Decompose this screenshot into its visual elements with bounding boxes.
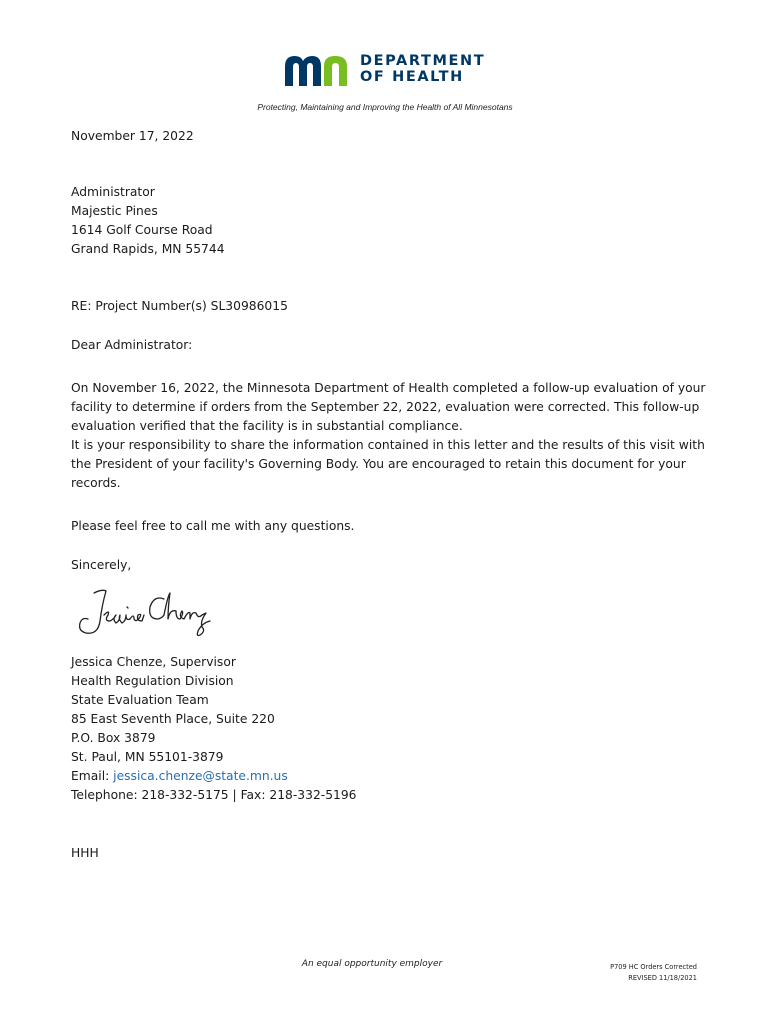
email-label: Email: <box>71 769 114 783</box>
salutation: Dear Administrator: <box>71 338 193 352</box>
handwritten-signature <box>72 585 212 641</box>
form-revision-line: REVISED 11/18/2021 <box>628 974 697 982</box>
form-number-line-1: P709 HC Orders Corrected <box>610 963 697 971</box>
tagline: Protecting, Maintaining and Improving the Health of All Minnesotans <box>257 102 513 112</box>
end-mark: HHH <box>71 846 99 860</box>
recipient-address <box>71 183 711 259</box>
paragraph-2: It is your responsibility to share the information contained in this letter and the results of this visit with the President of your facility's Governing Body. You are encouraged to retain this document for your records. <box>71 438 705 490</box>
recipient-facility: Majestic Pines <box>71 204 158 218</box>
signer-team: State Evaluation Team <box>71 693 209 707</box>
email-link[interactable]: jessica.chenze@state.mn.us <box>113 769 288 783</box>
signer-po-box: P.O. Box 3879 <box>71 731 156 745</box>
signer-street: 85 East Seventh Place, Suite 220 <box>71 712 275 726</box>
logo-wordmark <box>360 53 485 85</box>
mn-logo-mark-icon <box>283 52 355 88</box>
recipient-title: Administrator <box>71 185 155 199</box>
closing-question: Please feel free to call me with any questions. <box>71 519 355 533</box>
recipient-street: 1614 Golf Course Road <box>71 223 213 237</box>
footer-eoe: An equal opportunity employer <box>301 959 443 969</box>
paragraph-1: On November 16, 2022, the Minnesota Department of Health completed a follow-up evaluation of your facility to determine if orders from the September 22, 2022, evaluation were corrected. This follow-up evaluation verified that the facility is in substantial compliance. <box>71 381 706 433</box>
signer-city: St. Paul, MN 55101-3879 <box>71 750 224 764</box>
re-line: RE: Project Number(s) SL30986015 <box>71 299 288 313</box>
signer-block <box>71 653 711 805</box>
recipient-city: Grand Rapids, MN 55744 <box>71 242 225 256</box>
signer-email-line <box>71 767 711 786</box>
logo-line-2: OF HEALTH <box>360 69 464 85</box>
form-number <box>610 962 697 984</box>
letter-date: November 17, 2022 <box>71 129 194 143</box>
signer-division: Health Regulation Division <box>71 674 234 688</box>
signer-name-title: Jessica Chenze, Supervisor <box>71 655 236 669</box>
letter-body <box>71 379 711 493</box>
signer-phone-fax: Telephone: 218-332-5175 | Fax: 218-332-5196 <box>71 788 357 802</box>
closing: Sincerely, <box>71 558 132 572</box>
logo-line-1: DEPARTMENT <box>360 53 486 69</box>
mdh-logo <box>283 52 493 88</box>
